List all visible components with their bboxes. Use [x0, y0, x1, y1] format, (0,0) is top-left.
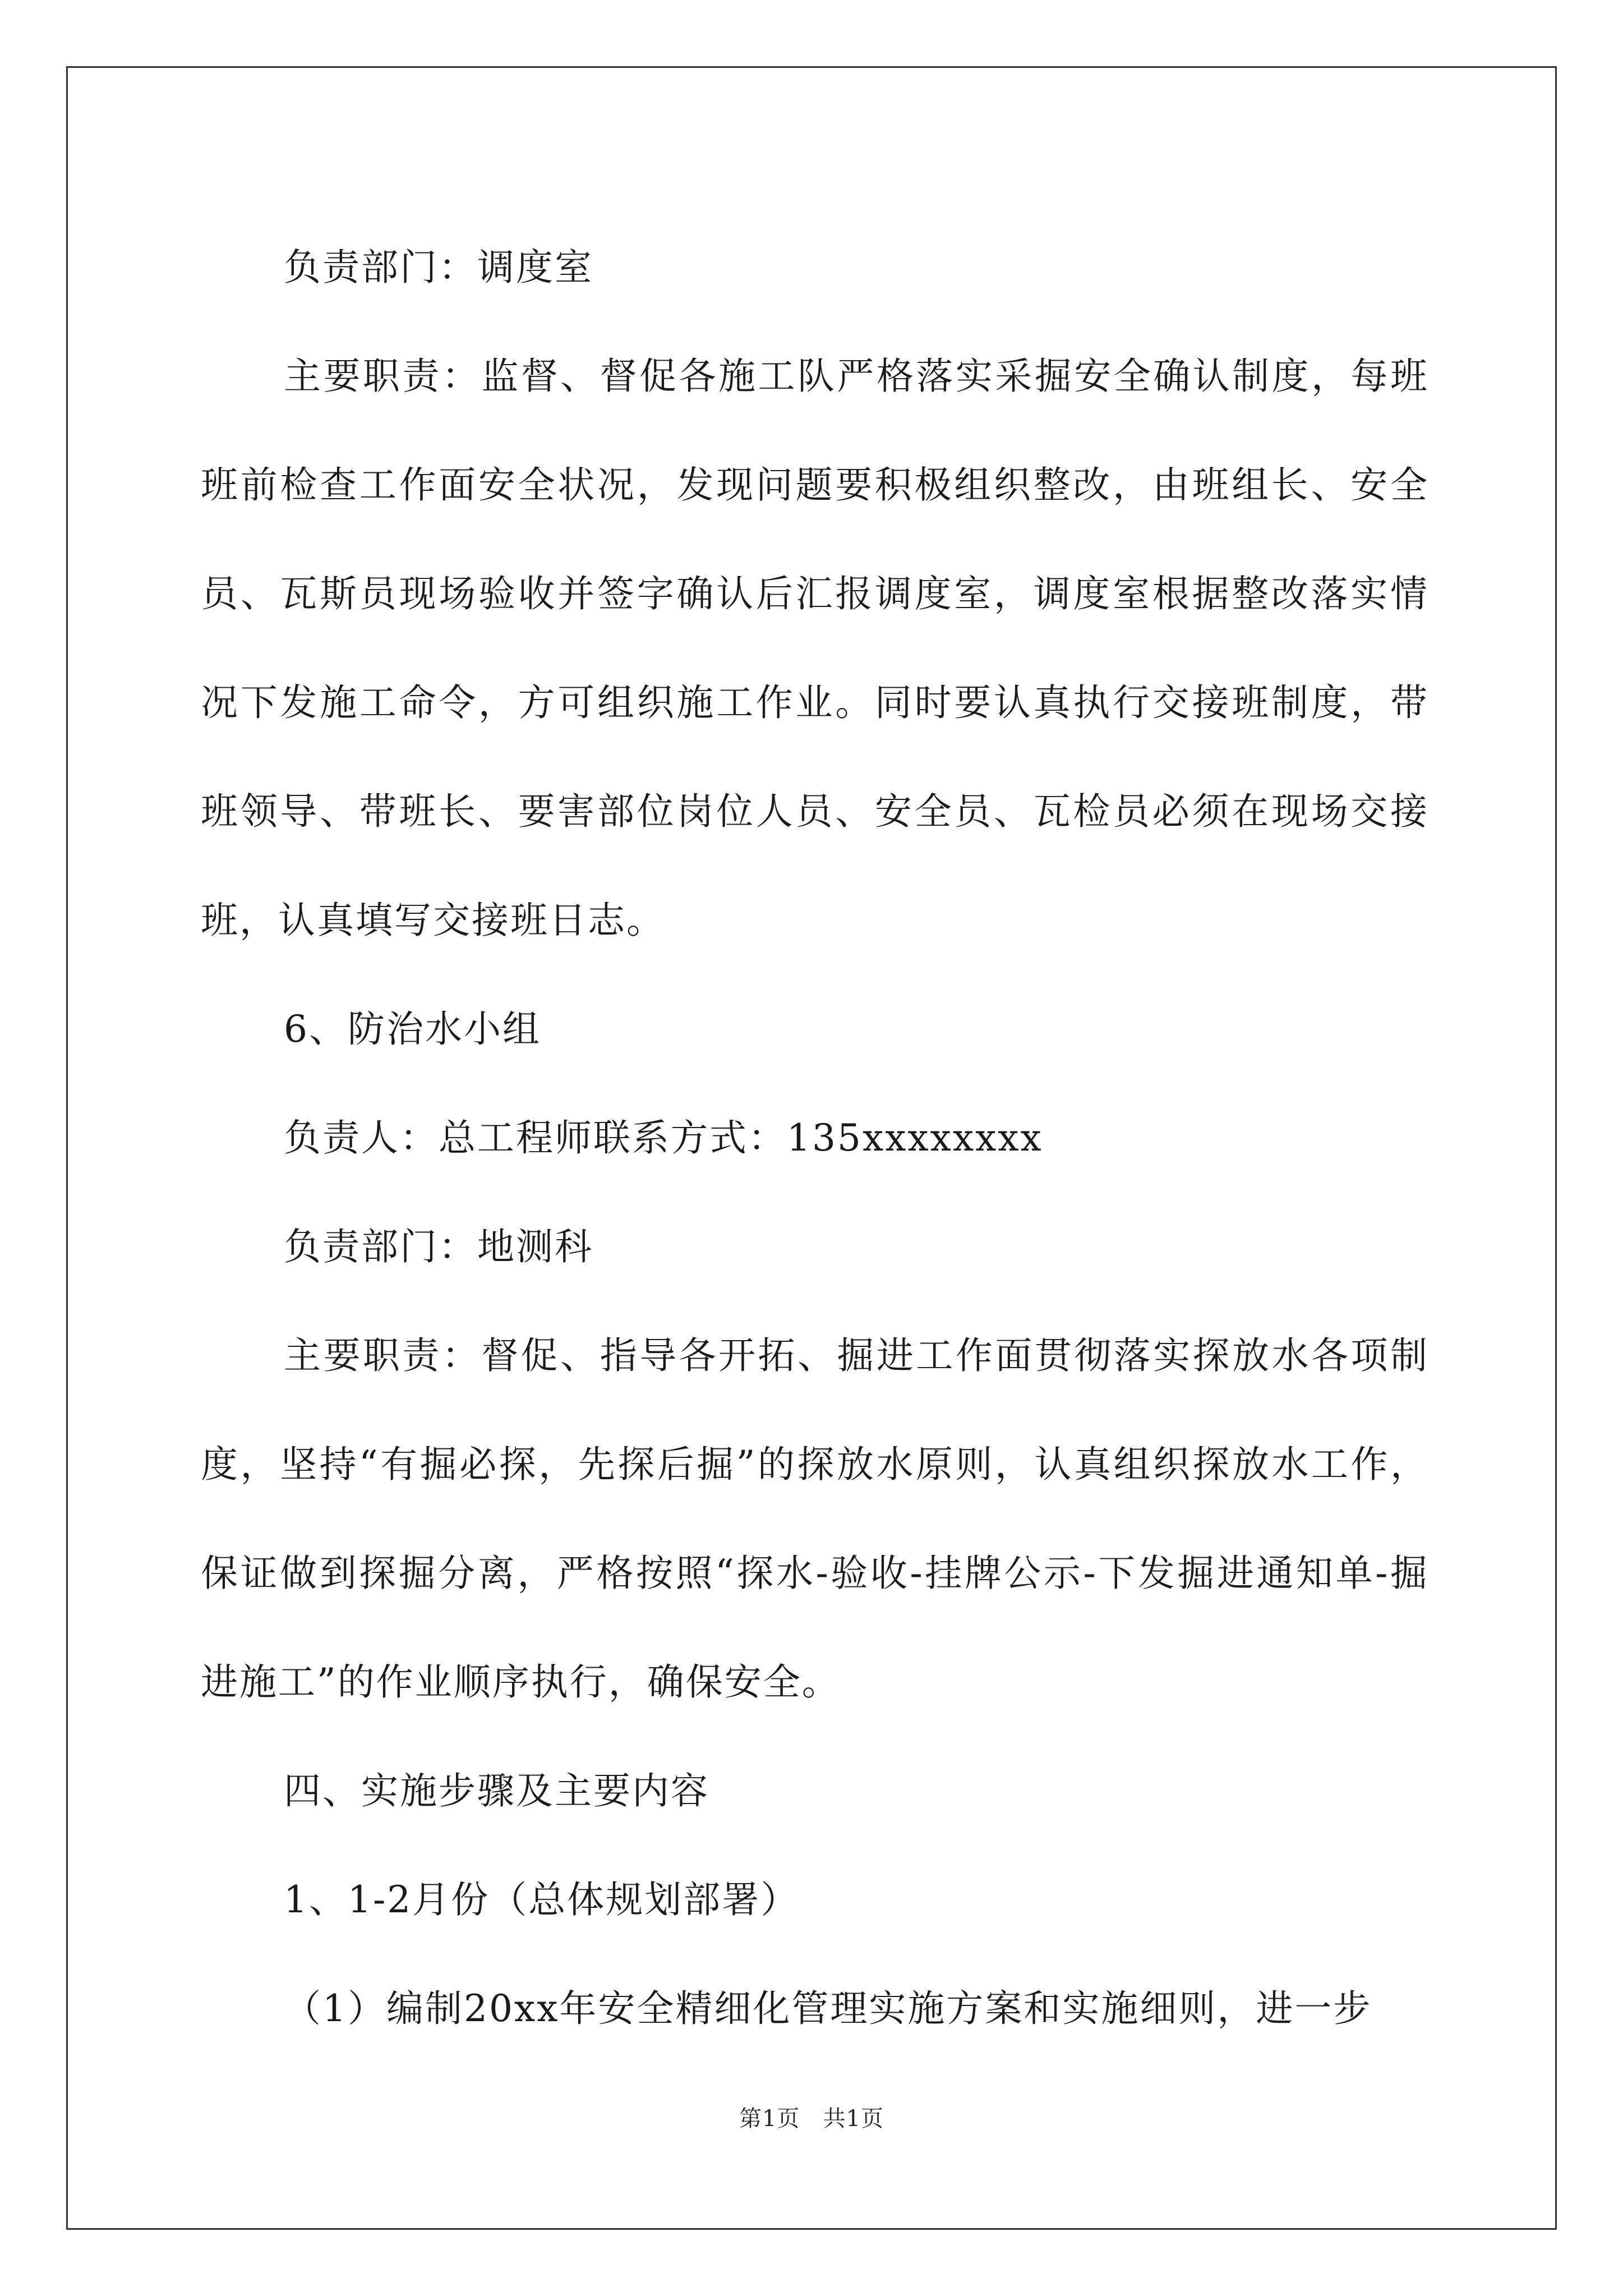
page-number-label: 第1页 — [739, 2106, 800, 2132]
paragraph-heading-water-team: 6、防治水小组 — [284, 1007, 541, 1051]
paragraph-step-one-heading: 1、1-2月份（总体规划部署） — [284, 1878, 800, 1921]
page-total-label: 共1页 — [823, 2106, 884, 2132]
paragraph-duties-water: 主要职责：督促、指导各开拓、掘进工作面贯彻落实探放水各项制度，坚持“有掘必探，先探后掘”的探放水原则，认真组织探放水工作，保证做到探掘分离，严格按照“探水-验收-挂牌公示-下发掘进通知单-掘进施工”的作业顺序执行，确保安全。 — [201, 1334, 1429, 1704]
page-footer — [0, 2101, 1623, 2133]
document-body — [201, 213, 1429, 2063]
paragraph-dept-dispatch: 负责部门：调度室 — [284, 246, 593, 289]
paragraph-step-one-item: （1）编制20xx年安全精细化管理实施方案和实施细则，进一步 — [284, 1987, 1372, 2030]
paragraph-dept-survey: 负责部门：地测科 — [284, 1225, 593, 1268]
paragraph-section-four-heading: 四、实施步骤及主要内容 — [284, 1769, 709, 1812]
paragraph-responsible-person: 负责人：总工程师联系方式：135xxxxxxxx — [284, 1116, 1043, 1159]
paragraph-duties-dispatch: 主要职责：监督、督促各施工队严格落实采掘安全确认制度，每班班前检查工作面安全状况，发现问题要积极组织整改，由班组长、安全员、瓦斯员现场验收并签字确认后汇报调度室，调度室根据整改落实情况下发施工命令，方可组织施工作业。同时要认真执行交接班制度，带班领导、带班长、要害部位岗位人员、安全员、瓦检员必须在现场交接班，认真填写交接班日志。 — [201, 355, 1429, 942]
